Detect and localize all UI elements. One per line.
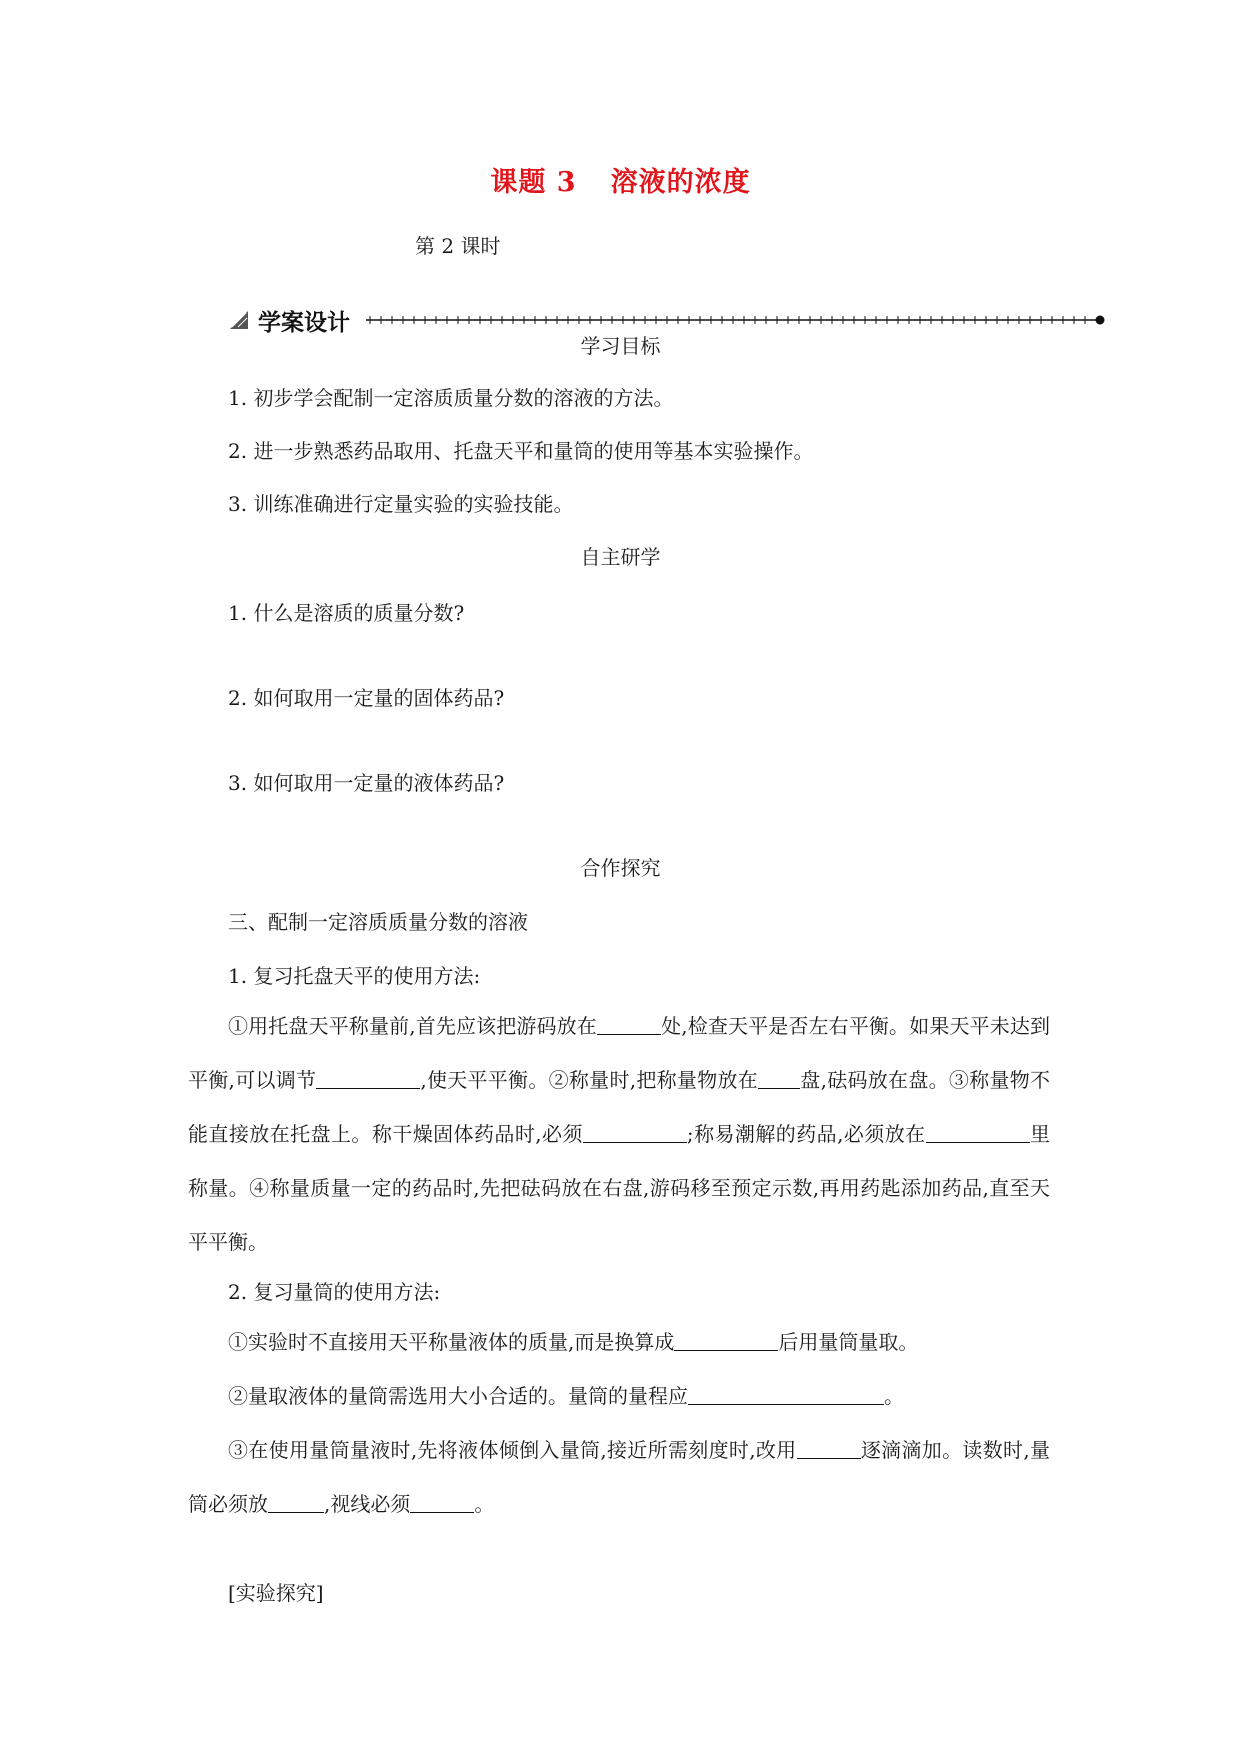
self-study-heading: 自主研学	[580, 545, 661, 569]
text-segment: 里称量。④称量质量一定的药品时,先把砝码放在右盘,游码移至预定示数,再用药匙添加药品,直至天平平衡。	[188, 1122, 1050, 1254]
text-segment: ①用托盘天平称量前,首先应该把游码放在	[228, 1014, 597, 1038]
text-segment: 处,检查天平是否左右平衡。如果天平未达到平衡,可以调节	[188, 1014, 1051, 1092]
fill-blank[interactable]	[688, 1384, 884, 1405]
text-segment: ①实验时不直接用天平称量液体的质量,而是换算成	[228, 1330, 675, 1354]
text-segment: ;称易潮解的药品,必须放在	[686, 1122, 926, 1146]
fill-blank[interactable]	[674, 1330, 778, 1351]
fill-blank[interactable]	[758, 1068, 800, 1089]
goal-item: 2. 进一步熟悉药品取用、托盘天平和量筒的使用等基本实验操作。	[228, 439, 814, 463]
text-segment: 。	[884, 1384, 904, 1408]
fill-blank[interactable]	[797, 1438, 861, 1459]
question-item: 1. 什么是溶质的质量分数?	[228, 601, 465, 625]
goals-heading: 学习目标	[580, 334, 661, 358]
goal-item: 3. 训练准确进行定量实验的实验技能。	[228, 492, 574, 516]
review-heading: 1. 复习托盘天平的使用方法:	[228, 964, 481, 988]
fill-blank[interactable]	[583, 1122, 687, 1143]
fill-blank[interactable]	[926, 1122, 1030, 1143]
text-segment: 。	[474, 1492, 495, 1516]
experiment-heading: [实验探究]	[228, 1581, 324, 1605]
text-segment: 盘,砝码放在	[800, 1068, 909, 1092]
goal-item: 1. 初步学会配制一定溶质质量分数的溶液的方法。	[228, 386, 674, 410]
cylinder-paragraph-3	[188, 1423, 1050, 1531]
fill-blank[interactable]	[410, 1492, 474, 1513]
cooperate-heading: 合作探究	[580, 856, 661, 880]
text-segment: ,使天平平衡。②称量时,把称量物放在	[420, 1068, 759, 1092]
fill-blank[interactable]	[597, 1014, 661, 1035]
text-segment: 逐滴滴加。读数时,量筒必须放	[188, 1438, 1050, 1516]
cylinder-paragraph-2	[188, 1369, 1050, 1423]
balance-paragraph	[188, 999, 1050, 1269]
page-title	[0, 160, 1241, 199]
title-topic-name: 溶液的浓度	[610, 167, 751, 198]
fill-blank[interactable]	[268, 1492, 324, 1513]
lesson-number: 第 2 课时	[415, 234, 501, 258]
fill-blank[interactable]	[316, 1068, 420, 1089]
text-segment: ②量取液体的量筒需选用大小合适的。量筒的量程应	[228, 1384, 688, 1408]
question-item: 2. 如何取用一定量的固体药品?	[228, 686, 505, 710]
title-topic-number: 课题 3	[490, 167, 577, 198]
section-title: 三、配制一定溶质质量分数的溶液	[228, 910, 528, 934]
text-segment: 盘。③称量物不能直接放在托盘上。称干燥固体药品时,必须	[188, 1068, 1051, 1146]
text-segment: ,视线必须	[324, 1492, 411, 1516]
banner-label: 学案设计	[258, 310, 350, 336]
cylinder-paragraph-1	[188, 1315, 1050, 1369]
text-segment: ③在使用量筒量液时,先将液体倾倒入量筒,接近所需刻度时,改用	[228, 1438, 797, 1462]
review-heading: 2. 复习量筒的使用方法:	[228, 1280, 441, 1304]
text-segment: 后用量筒量取。	[778, 1330, 919, 1354]
question-item: 3. 如何取用一定量的液体药品?	[228, 771, 505, 795]
